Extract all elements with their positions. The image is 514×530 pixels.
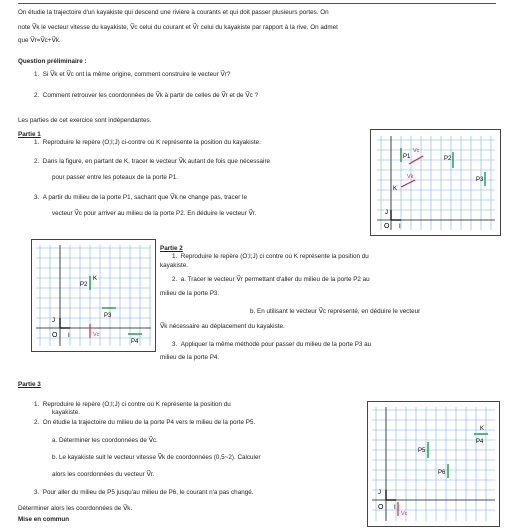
part2-title: Partie 2 [160, 245, 183, 252]
p6-label: P6 [438, 470, 446, 476]
part2-line-8: milieu de la porte P4. [160, 353, 220, 361]
part1-q2-cont: pour passer entre les poteaux de la porte P1. [52, 174, 179, 181]
origin-label: O [378, 504, 384, 511]
p5-label: P5 [418, 448, 426, 454]
part3-num-2: 2. [34, 419, 40, 426]
figure-part1-canvas [371, 130, 500, 235]
p1-label: P1 [403, 154, 411, 160]
vc-label: Vc [401, 511, 408, 517]
prelim-num-2: 2. [34, 92, 40, 99]
intro-line-1: On étudie la trajectoire d'un kayakiste qui descend une rivière à courants et qui doit passer plusieurs portes. On [18, 9, 329, 16]
independent-note: Les parties de cet exercice sont indépendantes. [18, 117, 152, 124]
part2-line-2: kayakiste. [160, 261, 188, 269]
figure-part2 [31, 239, 156, 352]
figure-part1 [370, 129, 501, 236]
part2-line-3 [160, 276, 495, 285]
part2-num-3: 3. [172, 341, 178, 348]
part2-line-6: V⃗k nécessaire au déplacement du kayakiste. [160, 322, 285, 330]
part1-num-3: 3. [34, 194, 40, 201]
prelim-q1 [34, 71, 230, 80]
part1-q1 [34, 139, 364, 148]
part3-q2-text: On étudie la trajectoire du milieu de la porte P4 vers le milieu de la porte P5. [42, 419, 256, 426]
vc-label: Vc [413, 148, 420, 154]
part3-q1-cont: kayakiste. [52, 409, 80, 416]
prelim-q2-text: Comment retrouver les coordonnées de V⃗k à partir de celles de V⃗r et de V⃗c ? [42, 92, 258, 99]
top-rule [18, 3, 496, 4]
prelim-num-1: 1. [34, 71, 40, 78]
intro-line-3: que V⃗r=V⃗c+V⃗k. [18, 37, 61, 44]
part2-line-7-text: Appliquer la même méthode pour passer du milieu de la porte P3 au [180, 341, 372, 348]
j-label: J [378, 490, 381, 496]
p3-label: P3 [476, 177, 484, 183]
part1-q3 [34, 194, 364, 203]
part1-q1-text: Reproduire le repère (O;I;J) ci-contre où K représente la position du kayakiste. [42, 139, 261, 146]
prelim-title: Question préliminaire : [18, 58, 87, 65]
part3-q1-text: Reproduire le repère (O;I;J) ci contre où K représente la position du [42, 401, 231, 408]
k-label: K [93, 276, 98, 282]
part1-q2 [34, 158, 364, 167]
j-label: J [385, 210, 388, 216]
part1-q3-cont: vecteur V⃗c pour arriver au milieu de la porte P2. En déduire le vecteur V⃗r. [52, 210, 257, 217]
prelim-q2 [34, 92, 258, 101]
part3-q3 [34, 489, 364, 498]
part2-line-4: milieu de la porte P3. [160, 289, 220, 297]
p2-label: P2 [80, 282, 88, 288]
part2-line-1 [160, 253, 495, 262]
j-label: J [52, 318, 55, 324]
intro-paragraph [18, 9, 498, 46]
part1-title: Partie 1 [18, 131, 41, 138]
k-label: K [393, 186, 398, 192]
vk-vector [401, 180, 415, 187]
part3-q1 [34, 401, 364, 410]
intro-line-2: note V⃗k le vecteur vitesse du kayakiste, V⃗c celui du courant et V⃗r celui du kayakiste par rapport à la rive. On admet [18, 23, 338, 31]
part1-num-2: 2. [34, 158, 40, 165]
prelim-q1-text: Si V⃗k et V⃗c ont la même origine, comment construire le vecteur V⃗r? [42, 71, 231, 78]
part2-line-5: b. En utilisant le vecteur V⃗c représenté, en déduire le vecteur [250, 308, 421, 315]
origin-label: O [52, 332, 58, 339]
figure-part3 [367, 401, 500, 527]
vk-label: Vk [407, 174, 414, 180]
figure-part2-canvas [32, 240, 155, 351]
part1-q2-text-a: Dans la figure, en partant de K, tracer le vecteur V⃗k autant de fois que nécessaire [42, 158, 271, 165]
part1-q3-text-a: A partir du milieu de la porte P1, sachant que V⃗k ne change pas, tracer le [42, 194, 247, 201]
part3-q4: Déterminer alors les coordonnées de V⃗k. [18, 505, 133, 512]
part3-q2b: b. Le kayakiste suit le vecteur vitesse V⃗k de coordonnées (0,5~2). Calculer [52, 454, 261, 461]
part3-q2c: alors les coordonnées du vecteur V⃗r. [52, 471, 155, 478]
part2-line-7 [160, 341, 495, 350]
part3-q2a: a. Déterminer les coordonnées de V⃗c. [52, 437, 158, 444]
vc-label: Vc [93, 332, 100, 338]
part2-line-3-text: a. Tracer le vecteur V⃗r permettant d'aller du milieu de la porte P2 au [180, 276, 370, 283]
part2-text [160, 253, 495, 362]
part3-title: Partie 3 [18, 381, 41, 388]
part3-q2 [34, 419, 364, 428]
origin-label: O [384, 223, 390, 230]
part3-num-3: 3. [34, 489, 40, 496]
p2-label: P2 [444, 156, 452, 162]
i-label: I [394, 505, 396, 511]
p4-label: P4 [131, 339, 139, 345]
figure-part3-canvas [368, 402, 499, 526]
part1-num-1: 1. [34, 139, 40, 146]
part2-num-1: 1. [172, 253, 178, 260]
part2-num-2: 2. [172, 276, 178, 283]
k-label: K [480, 426, 485, 432]
part2-line-1-text: Reproduire le repère (O;I;J) ci contre où K représente la position du [180, 253, 369, 260]
part3-num-1: 1. [34, 401, 40, 408]
i-label: I [399, 224, 401, 230]
p3-label: P3 [104, 313, 112, 319]
part3-q3-text: Pour aller du milieu de P5 jusqu'au milieu de P6, le courant n'a pas changé. [42, 489, 254, 496]
p4-label: P4 [476, 439, 484, 445]
mise-en-commun: Mise en commun [18, 516, 70, 523]
i-label: I [68, 333, 70, 339]
